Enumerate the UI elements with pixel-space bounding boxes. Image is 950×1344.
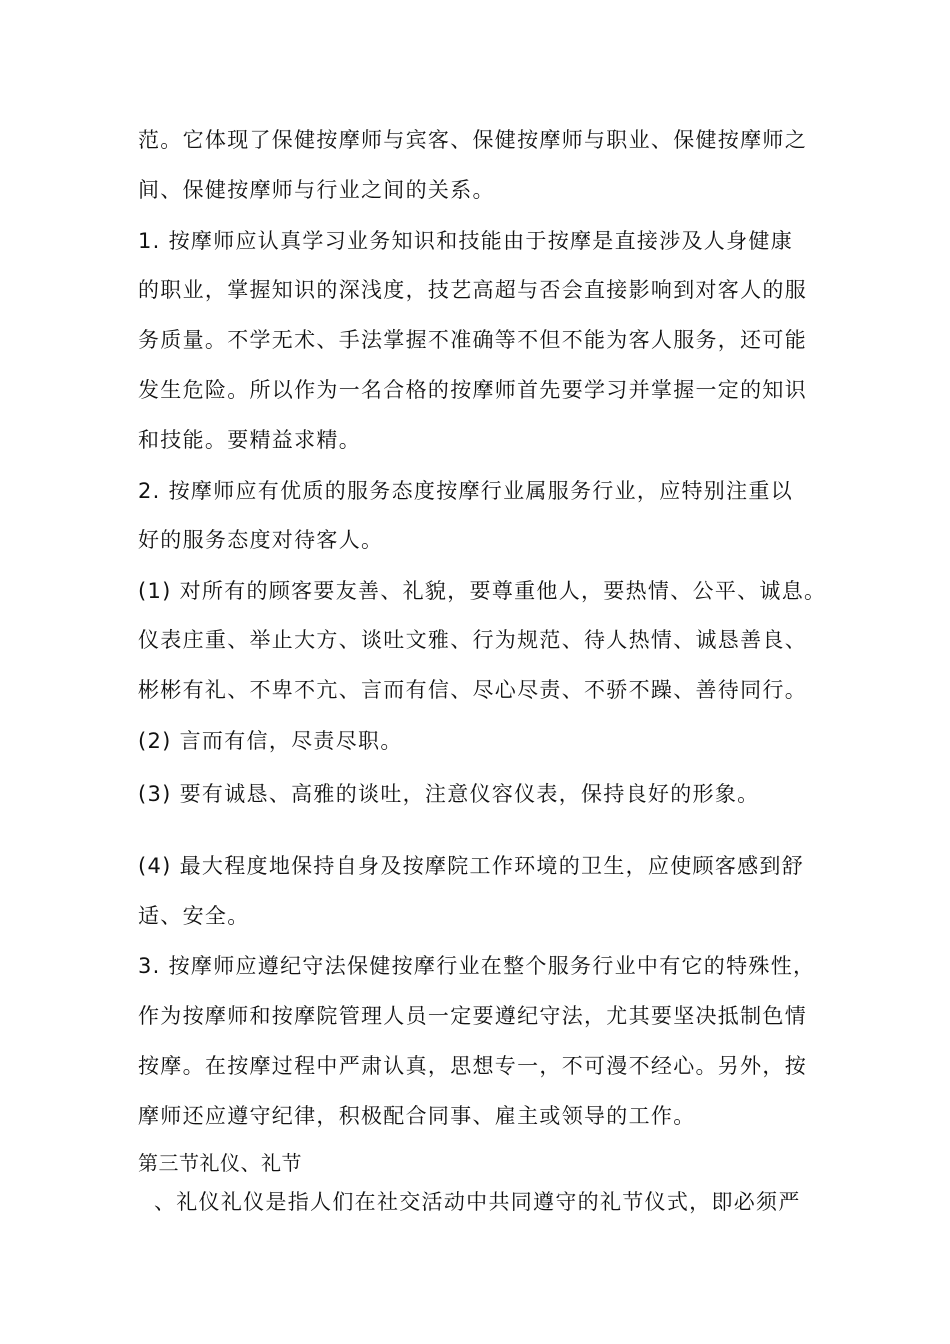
sub-item-1-line: (1) 对所有的顾客要友善、礼貌，要尊重他人，要热情、公平、诚息。 bbox=[138, 579, 827, 603]
paragraph-line: 的职业，掌握知识的深浅度，技艺高超与否会直接影响到对客人的服 bbox=[138, 278, 807, 302]
paragraph-line: 发生危险。所以作为一名合格的按摩师首先要学习并掌握一定的知识 bbox=[138, 378, 807, 402]
paragraph-line: 按摩。在按摩过程中严肃认真，思想专一，不可漫不经心。另外，按 bbox=[138, 1054, 807, 1078]
sub-item-2-line: (2) 言而有信，尽责尽职。 bbox=[138, 729, 403, 753]
sub-item-4-line: (4) 最大程度地保持自身及按摩院工作环境的卫生，应使顾客感到舒 bbox=[138, 854, 805, 878]
paragraph-line: 间、保健按摩师与行业之间的关系。 bbox=[138, 178, 495, 202]
paragraph-line: 好的服务态度对待客人。 bbox=[138, 528, 384, 552]
section-heading: 第三节礼仪、礼节 bbox=[138, 1151, 302, 1175]
paragraph-line: 仪表庄重、举止大方、谈吐文雅、行为规范、待人热情、诚恳善良、 bbox=[138, 628, 807, 652]
paragraph-line: 作为按摩师和按摩院管理人员一定要遵纪守法，尤其要坚决抵制色情 bbox=[138, 1004, 807, 1028]
paragraph-line: 务质量。不学无术、手法掌握不准确等不但不能为客人服务，还可能 bbox=[138, 328, 807, 352]
paragraph-line: 摩师还应遵守纪律，积极配合同事、雇主或领导的工作。 bbox=[138, 1104, 696, 1128]
paragraph-line: 和技能。要精益求精。 bbox=[138, 428, 361, 452]
list-item-3-line: 3. 按摩师应遵纪守法保健按摩行业在整个服务行业中有它的特殊性， bbox=[138, 954, 816, 978]
list-item-1-line: 1. 按摩师应认真学习业务知识和技能由于按摩是直接涉及人身健康 bbox=[138, 229, 794, 253]
sub-item-3-line: (3) 要有诚恳、高雅的谈吐，注意仪容仪表，保持良好的形象。 bbox=[138, 782, 760, 806]
paragraph-line: 彬彬有礼、不卑不亢、言而有信、尽心尽责、不骄不躁、善待同行。 bbox=[138, 678, 807, 702]
paragraph-line: 适、安全。 bbox=[138, 904, 250, 928]
paragraph-line: 范。它体现了保健按摩师与宾客、保健按摩师与职业、保健按摩师之 bbox=[138, 128, 807, 152]
list-item-2-line: 2. 按摩师应有优质的服务态度按摩行业属服务行业，应特别注重以 bbox=[138, 479, 794, 503]
paragraph-line: 、礼仪礼仪是指人们在社交活动中共同遵守的礼节仪式，即必须严 bbox=[138, 1190, 801, 1214]
